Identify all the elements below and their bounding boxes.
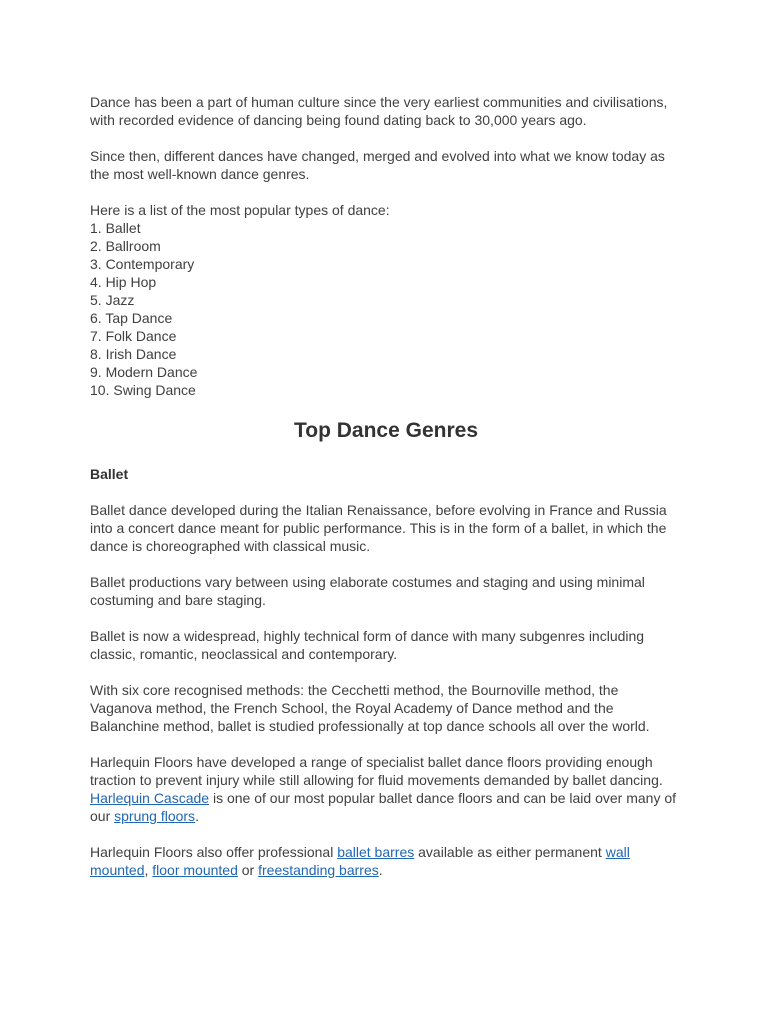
ballet-barres-link[interactable]: ballet barres xyxy=(337,844,415,860)
list-item: 6. Tap Dance xyxy=(90,310,173,326)
ballet-paragraph-6 xyxy=(90,843,682,879)
ballet-paragraph-3: Ballet is now a widespread, highly technical form of dance with many subgenres including classic, romantic, neoclassical and contemporary. xyxy=(90,628,645,662)
list-item: 5. Jazz xyxy=(90,292,135,308)
list-item: 10. Swing Dance xyxy=(90,382,196,398)
paragraph-text: Harlequin Floors have developed a range of specialist ballet dance floors providing enough traction to prevent injury while still allowing for fluid movements demanded by ballet dancing. xyxy=(90,754,663,788)
paragraph-text: , xyxy=(144,862,153,878)
sprung-floors-link[interactable]: sprung floors xyxy=(114,808,196,824)
list-item: 4. Hip Hop xyxy=(90,274,157,290)
document-content xyxy=(90,93,682,897)
paragraph-text: . xyxy=(195,808,199,824)
ballet-paragraph-1: Ballet dance developed during the Italian Renaissance, before evolving in France and Russia into a concert dance meant for public performance. This is in the form of a ballet, in which the dance is choreographed with classical music. xyxy=(90,502,667,554)
section-title: Top Dance Genres xyxy=(294,419,478,442)
list-item: 9. Modern Dance xyxy=(90,364,198,380)
ballet-paragraph-5 xyxy=(90,753,682,825)
floor-mounted-link[interactable]: floor mounted xyxy=(152,862,238,878)
list-item: 1. Ballet xyxy=(90,220,141,236)
list-item: 3. Contemporary xyxy=(90,256,195,272)
paragraph-text: . xyxy=(378,862,383,878)
freestanding-barres-link[interactable]: freestanding barres xyxy=(258,862,379,878)
paragraph-text: Harlequin Floors also offer professional xyxy=(90,844,338,860)
dance-types-list xyxy=(90,201,682,399)
wall-mounted-link[interactable]: wall mounted xyxy=(90,844,630,878)
intro-paragraph-1: Dance has been a part of human culture since the very earliest communities and civilisations, with recorded evidence of dancing being found dating back to 30,000 years ago. xyxy=(90,94,668,128)
paragraph-text: available as either permanent xyxy=(414,844,606,860)
ballet-paragraph-4: With six core recognised methods: the Cecchetti method, the Bournoville method, the Vaganova method, the French School, the Royal Academy of Dance method and the Balanchine method, ballet is studied professionally at top dance schools all over the world. xyxy=(90,682,650,734)
ballet-paragraph-2: Ballet productions vary between using elaborate costumes and staging and using minimal costuming and bare staging. xyxy=(90,574,645,608)
paragraph-text: is one of our most popular ballet dance floors and can be laid over many of our xyxy=(90,790,677,824)
harlequin-cascade-link[interactable]: Harlequin Cascade xyxy=(90,790,210,806)
intro-paragraph-2: Since then, different dances have changed, merged and evolved into what we know today as the most well-known dance genres. xyxy=(90,148,665,182)
list-intro: Here is a list of the most popular types of dance: xyxy=(90,202,390,218)
paragraph-text: or xyxy=(237,862,259,878)
list-item: 2. Ballroom xyxy=(90,238,161,254)
ballet-subheading: Ballet xyxy=(90,466,129,482)
list-item: 8. Irish Dance xyxy=(90,346,177,362)
list-item: 7. Folk Dance xyxy=(90,328,177,344)
